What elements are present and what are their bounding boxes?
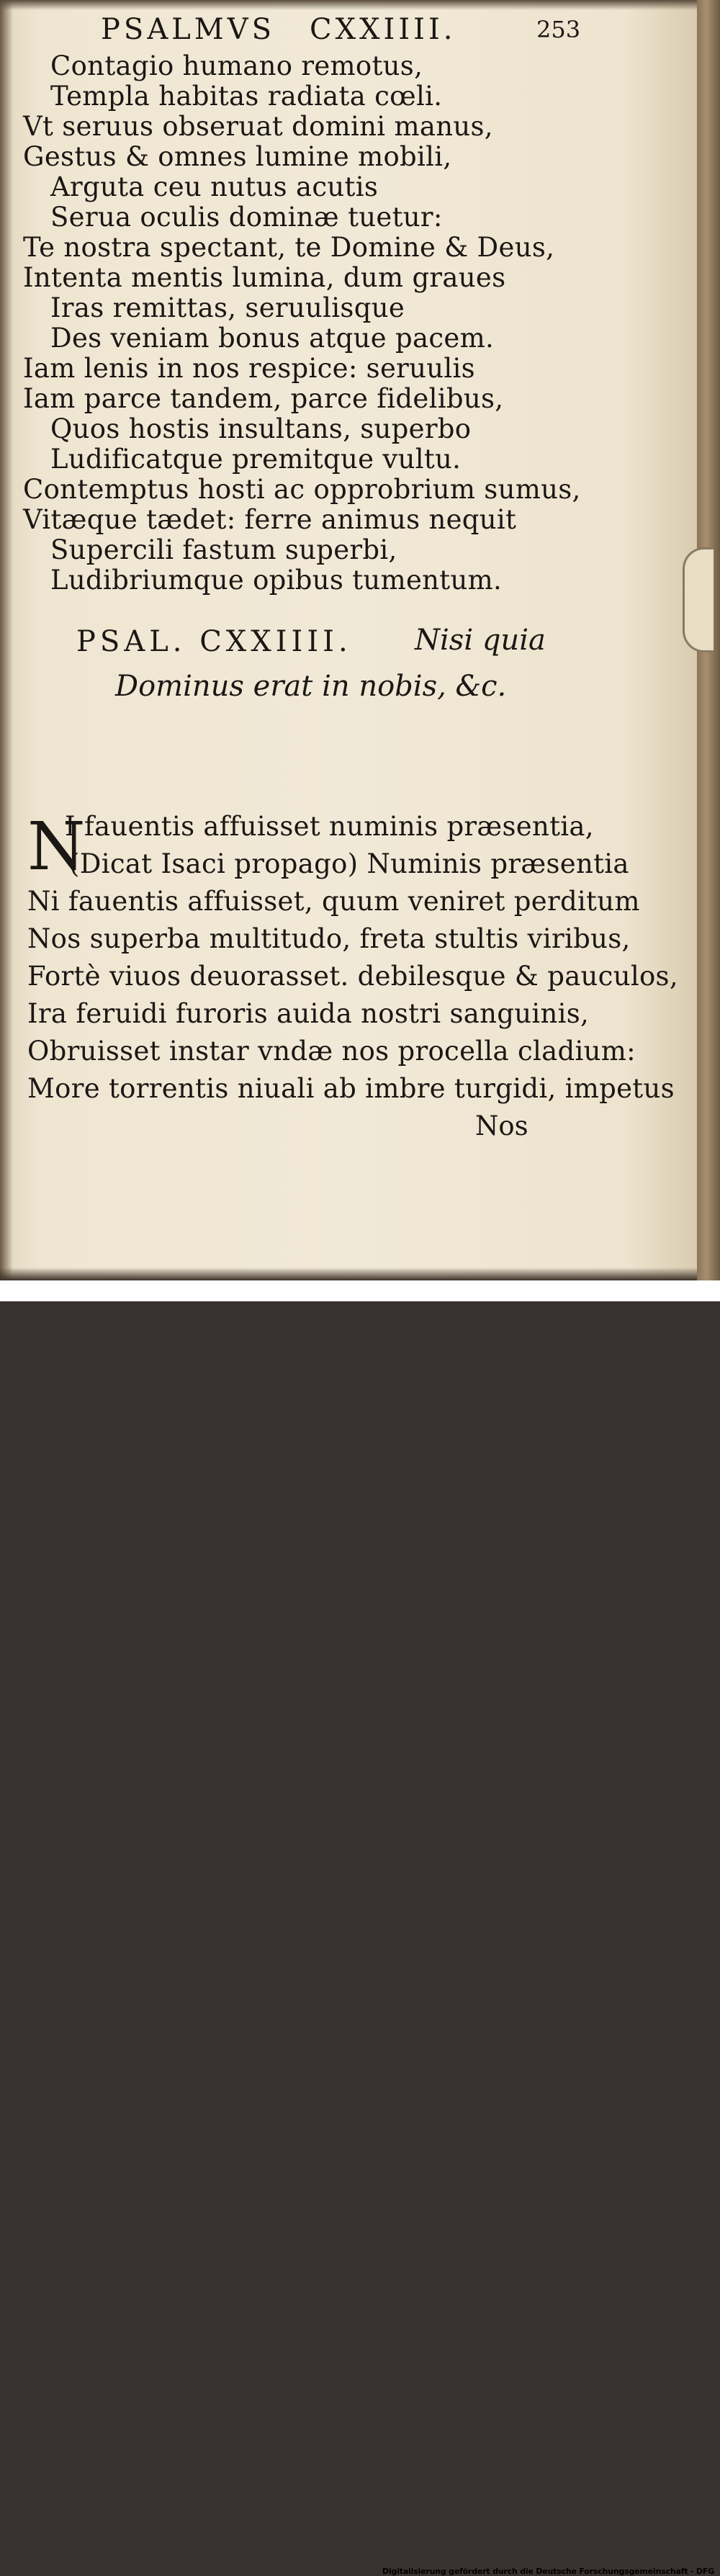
psalm-incipit-line1: Nisi quia: [415, 624, 546, 657]
verse-line: Intenta mentis lumina, dum graues: [23, 262, 506, 293]
digitization-credit: Digitalisierung gefördert durch die Deutsche Forschungsgemeinschaft - DFG: [382, 2567, 714, 2576]
verse-line: Contemptus hosti ac opprobrium sumus,: [23, 474, 581, 505]
verse-line: Supercili fastum superbi,: [50, 534, 397, 565]
verse-line: Te nostra spectant, te Domine & Deus,: [23, 232, 555, 263]
verse-line: Iam parce tandem, parce fidelibus,: [23, 383, 504, 414]
verse-line: Ludificatque premitque vultu.: [50, 444, 462, 475]
verse-line: Quos hostis insultans, superbo: [50, 413, 472, 444]
verse-line: Arguta ceu nutus acutis: [50, 171, 379, 202]
verse-line: Iam lenis in nos respice: seruulis: [23, 353, 475, 384]
catchword: Nos: [475, 1110, 528, 1141]
page-tab-marker: [683, 547, 714, 652]
psalm-heading-label: PSAL. CXXIIII.: [76, 625, 352, 658]
header-psalm-number: CXXIIII.: [310, 13, 456, 46]
verse-line: Templa habitas radiata cœli.: [50, 81, 443, 112]
verse-line: Des veniam bonus atque pacem.: [50, 323, 495, 354]
verse-line: Ni fauentis affuisset, quum veniret perditum: [27, 886, 640, 917]
header-title: PSALMVS: [101, 13, 276, 46]
verse-line: Serua oculis dominæ tuetur:: [50, 202, 443, 233]
verse-line: Gestus & omnes lumine mobili,: [23, 141, 452, 172]
verse-line: Iras remittas, seruulisque: [50, 292, 405, 323]
page-number: 253: [536, 16, 581, 43]
verse-line: Nos superba multitudo, freta stultis viribus,: [27, 923, 631, 954]
verse-line: I fauentis affuisset numinis præsentia,: [65, 811, 594, 842]
verse-line: Vitæque tædet: ferre animus nequit: [23, 504, 517, 535]
verse-line: Obruisset instar vndæ nos procella cladium:: [27, 1036, 636, 1067]
footer-band: [0, 1280, 720, 2576]
drop-capital: N: [27, 808, 86, 885]
verse-line: Contagio humano remotus,: [50, 50, 423, 81]
book-page: [0, 0, 697, 1280]
bottom-edge-shadow: [0, 1267, 697, 1280]
verse-line: More torrentis niuali ab imbre turgidi, impetus: [27, 1073, 675, 1104]
verse-line: Fortè viuos deuorasset. debilesque & pauculos,: [27, 961, 678, 992]
running-header: [101, 4, 691, 48]
verse-line: (Dicat Isaci propago) Numinis præsentia: [69, 848, 629, 879]
verse-line: Vt seruus obseruat domini manus,: [23, 111, 493, 142]
verse-line: Ira feruidi furoris auida nostri sanguinis,: [27, 998, 590, 1029]
gutter-shadow: [0, 0, 13, 1280]
psalm-incipit-line2: Dominus erat in nobis, &c.: [115, 670, 507, 703]
verse-line: Ludibriumque opibus tumentum.: [50, 565, 503, 596]
